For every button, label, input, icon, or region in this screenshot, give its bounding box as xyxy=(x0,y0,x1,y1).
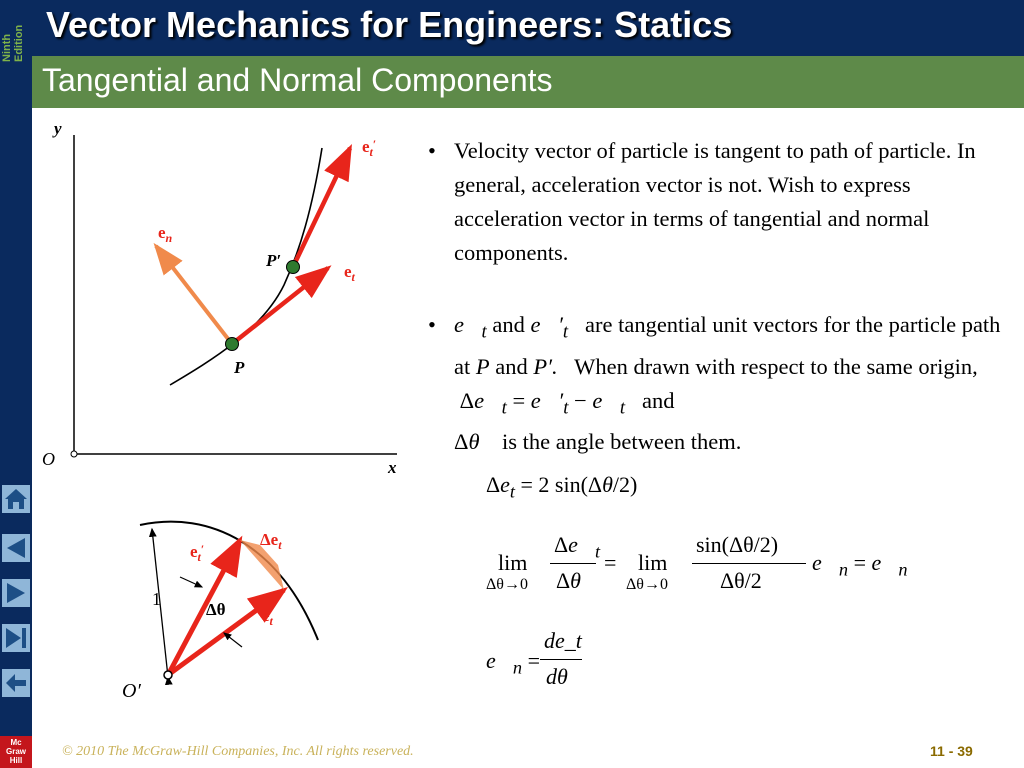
eq2-lim-1: lim xyxy=(498,550,528,575)
edition-label xyxy=(1,2,31,62)
bullet-2-text: $e⃗_t$ and $e⃗'_t$ are tangential unit vectors for the particle path at P and P′. When drawn with respect to the same origin, $\Delta e⃗_t$ = $e⃗'_t$ − $e⃗_t$ and Δθ is the angle between them. xyxy=(454,312,1001,454)
edition-line-2: Edition xyxy=(13,24,25,62)
publisher-logo-line: Hill xyxy=(9,756,23,765)
eq2-under-2: Δθ→0 xyxy=(626,576,668,593)
en-vector xyxy=(156,246,232,344)
eq3-numerator: de_t xyxy=(544,628,582,653)
origin-o-prime xyxy=(164,671,172,679)
etp-vector xyxy=(293,148,350,267)
label-et: $e_t$ xyxy=(344,262,355,284)
y-axis-label: y xyxy=(54,119,62,138)
b2-and-2: and xyxy=(495,353,528,379)
equation-2: lim Δθ→0 $\Delta e⃗_t$ Δθ = lim Δθ→0 sin(Δθ/2) Δθ/2 $e⃗_n$ = $e⃗_n$ xyxy=(486,532,908,593)
publisher-logo-line: Graw xyxy=(5,747,26,756)
path-figure xyxy=(32,110,412,480)
edition-line-1: Ninth xyxy=(1,33,13,62)
label-etp-2: $e_t'$ xyxy=(190,542,205,564)
b2-and-3: and xyxy=(641,387,675,413)
label-p: P xyxy=(234,358,245,377)
bullet-1-text: Velocity vector of particle is tangent to path of particle. In general, acceleration vector is not. Wish to express acceleration vector in terms of tangential and normal components. xyxy=(454,138,976,265)
last-icon[interactable] xyxy=(1,623,31,653)
point-p xyxy=(226,338,239,351)
return-icon[interactable] xyxy=(1,668,31,698)
delta-theta-pointer-2 xyxy=(224,633,242,647)
label-o-prime: O′ xyxy=(122,680,141,702)
eq2-numerator: sin(Δθ/2) xyxy=(696,532,779,557)
eq2-denominator: Δθ/2 xyxy=(720,568,762,593)
eq2-under-1: Δθ→0 xyxy=(486,576,528,593)
delta-theta-pointer-1 xyxy=(180,577,202,587)
subtitle-bar xyxy=(32,56,1024,108)
label-delta-theta: Δθ xyxy=(206,600,226,619)
home-icon[interactable] xyxy=(1,484,31,514)
publisher-logo-line: Mc xyxy=(10,738,22,747)
et-vector xyxy=(232,268,328,344)
b2-pp: P′. xyxy=(533,353,558,379)
label-en: $e_n$ xyxy=(158,223,173,245)
origin-point xyxy=(71,451,77,457)
b2-when: When drawn with respect to the same origin, xyxy=(574,353,978,379)
radius-label: 1 xyxy=(152,589,161,609)
eq2-lim-2: lim xyxy=(638,550,668,575)
page-title: Vector Mechanics for Engineers: Statics xyxy=(46,4,733,45)
point-p-prime xyxy=(287,261,300,274)
b2-end: is the angle between them. xyxy=(502,429,742,454)
copyright-footer: © 2010 The McGraw-Hill Companies, Inc. All rights reserved. xyxy=(62,744,414,759)
b2-mid: are tangential unit vectors for the particle path at xyxy=(454,312,1001,379)
label-delta-et: $\Delta e_t$ xyxy=(260,530,282,552)
eq3-denominator: dθ xyxy=(546,664,568,689)
label-et-2: $e_t$ xyxy=(262,606,273,628)
page-number: 11 - 39 xyxy=(930,743,973,759)
equation-1: $\Delta e_t = 2$ sin(Δθ/2) xyxy=(486,472,638,502)
next-icon[interactable] xyxy=(1,578,31,608)
b2-p: P xyxy=(475,353,490,379)
title-bar xyxy=(32,0,1024,56)
sidebar xyxy=(0,0,32,768)
bullet-dot: • xyxy=(428,138,436,163)
x-axis-label: x xyxy=(388,458,397,477)
et-vector-2 xyxy=(168,590,284,675)
previous-icon[interactable] xyxy=(1,533,31,563)
label-etp: $e_t'$ xyxy=(362,137,377,159)
unit-circle-figure xyxy=(110,505,350,705)
slide-subtitle: Tangential and Normal Components xyxy=(42,62,553,98)
equation-3: $e⃗_n$ = de_t dθ xyxy=(486,628,582,689)
unit-arc xyxy=(140,522,318,640)
etp-vector-2 xyxy=(168,540,240,675)
label-p-prime: P′ xyxy=(266,251,282,270)
b2-and: and xyxy=(492,312,525,337)
origin-label: O xyxy=(42,449,55,469)
bullet-dot: • xyxy=(428,312,436,337)
publisher-logo xyxy=(0,736,32,768)
